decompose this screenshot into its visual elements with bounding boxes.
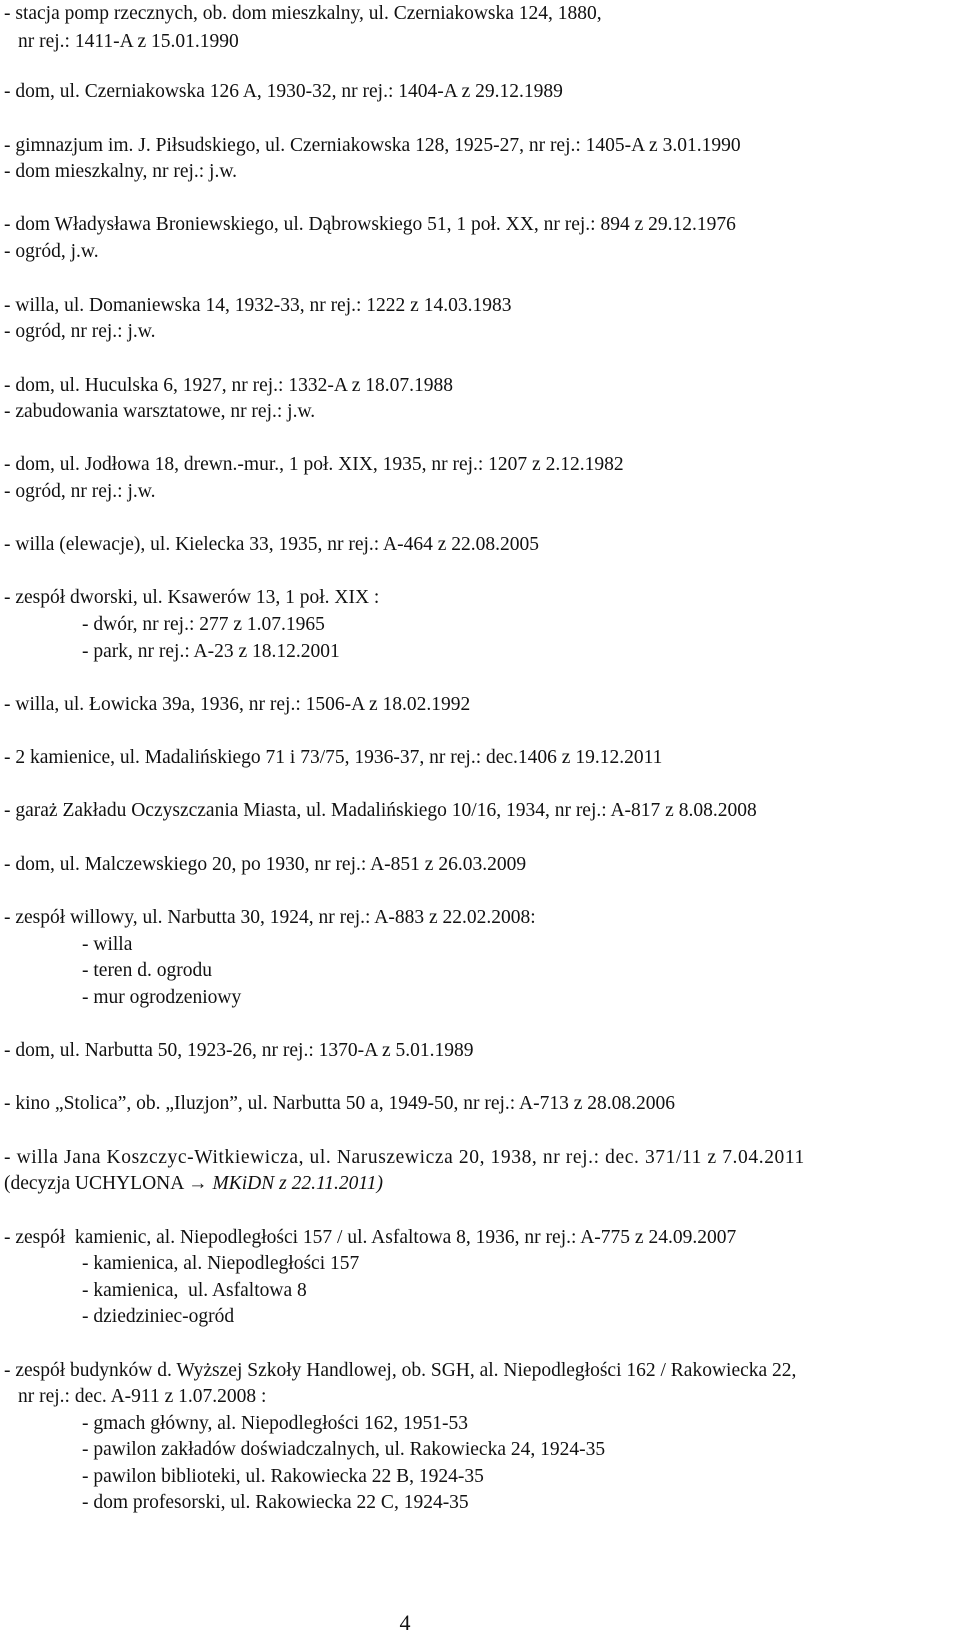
entry-line: - stacja pomp rzecznych, ob. dom mieszkalny, ul. Czerniakowska 124, 1880,: [4, 3, 602, 24]
entry-line: - dom, ul. Huculska 6, 1927, nr rej.: 1332-A z 18.07.1988: [4, 375, 453, 396]
entry-line: - dom, ul. Jodłowa 18, drewn.-mur., 1 poł. XIX, 1935, nr rej.: 1207 z 2.12.1982: [4, 454, 624, 475]
entry-line: - dziedziniec-ogród: [82, 1306, 235, 1327]
entry-line: - mur ogrodzeniowy: [82, 987, 242, 1008]
entry-line: - dom, ul. Narbutta 50, 1923-26, nr rej.: 1370-A z 5.01.1989: [4, 1040, 474, 1061]
page-number: 4: [399, 1610, 411, 1635]
entry-line: - willa: [82, 934, 133, 955]
entry-line: - dom Władysława Broniewskiego, ul. Dąbrowskiego 51, 1 poł. XX, nr rej.: 894 z 29.12.1976: [4, 214, 736, 235]
entry-line: - dom mieszkalny, nr rej.: j.w.: [4, 161, 238, 182]
entry-line: - dom, ul. Malczewskiego 20, po 1930, nr rej.: A-851 z 26.03.2009: [4, 854, 527, 875]
entry-line: - 2 kamienice, ul. Madalińskiego 71 i 73/75, 1936-37, nr rej.: dec.1406 z 19.12.2011: [4, 747, 663, 768]
entry-line: - zabudowania warsztatowe, nr rej.: j.w.: [4, 401, 316, 422]
entry-line: [4, 1174, 383, 1194]
entry-line: - zespół dworski, ul. Ksawerów 13, 1 poł. XIX :: [4, 587, 380, 608]
entry-line: - willa Jana Koszczyc-Witkiewicza, ul. Naruszewicza 20, 1938, nr rej.: dec. 371/11 z 7.04.2011: [4, 1147, 805, 1168]
entry-line: - dom, ul. Czerniakowska 126 A, 1930-32, nr rej.: 1404-A z 29.12.1989: [4, 81, 563, 102]
entry-line: - pawilon biblioteki, ul. Rakowiecka 22 B, 1924-35: [82, 1466, 484, 1487]
entry-line: - gimnazjum im. J. Piłsudskiego, ul. Czerniakowska 128, 1925-27, nr rej.: 1405-A z 3.01.1990: [4, 135, 741, 156]
entry-line: - dwór, nr rej.: 277 z 1.07.1965: [82, 614, 325, 635]
entry-line: - kamienica, ul. Asfaltowa 8: [82, 1280, 307, 1301]
entry-line: - dom profesorski, ul. Rakowiecka 22 C, 1924-35: [82, 1492, 469, 1513]
decision-ref: MKiDN z 22.11.2011): [212, 1173, 383, 1194]
entry-line: nr rej.: 1411-A z 15.01.1990: [18, 31, 239, 52]
entry-line: - kamienica, al. Niepodległości 157: [82, 1253, 360, 1274]
entry-line: - zespół budynków d. Wyższej Szkoły Handlowej, ob. SGH, al. Niepodległości 162 / Rakowiecka 22,: [4, 1360, 797, 1381]
entry-line: - kino „Stolica”, ob. „Iluzjon”, ul. Narbutta 50 a, 1949-50, nr rej.: A-713 z 28.08.2006: [4, 1093, 675, 1114]
entry-line: - willa, ul. Łowicka 39a, 1936, nr rej.: 1506-A z 18.02.1992: [4, 694, 471, 715]
entry-line: - willa, ul. Domaniewska 14, 1932-33, nr rej.: 1222 z 14.03.1983: [4, 295, 512, 316]
entry-line: - zespół willowy, ul. Narbutta 30, 1924, nr rej.: A-883 z 22.02.2008:: [4, 907, 536, 928]
decision-status: (decyzja UCHYLONA →: [4, 1173, 208, 1194]
entry-line: - willa (elewacje), ul. Kielecka 33, 1935, nr rej.: A-464 z 22.08.2005: [4, 534, 540, 555]
entry-line: - gmach główny, al. Niepodległości 162, 1951-53: [82, 1413, 468, 1434]
entry-line: - zespół kamienic, al. Niepodległości 157 / ul. Asfaltowa 8, 1936, nr rej.: A-775 z 24.09.2007: [4, 1227, 737, 1248]
entry-line: - pawilon zakładów doświadczalnych, ul. Rakowiecka 24, 1924-35: [82, 1439, 606, 1460]
entry-line: - teren d. ogrodu: [82, 960, 212, 981]
entry-line: - garaż Zakładu Oczyszczania Miasta, ul. Madalińskiego 10/16, 1934, nr rej.: A-817 z 8.08.2008: [4, 800, 757, 821]
entry-line: - ogród, j.w.: [4, 241, 99, 262]
entry-line: - ogród, nr rej.: j.w.: [4, 481, 156, 502]
entry-line: nr rej.: dec. A-911 z 1.07.2008 :: [18, 1386, 267, 1407]
entry-line: - park, nr rej.: A-23 z 18.12.2001: [82, 641, 340, 662]
entry-line: - ogród, nr rej.: j.w.: [4, 321, 156, 342]
